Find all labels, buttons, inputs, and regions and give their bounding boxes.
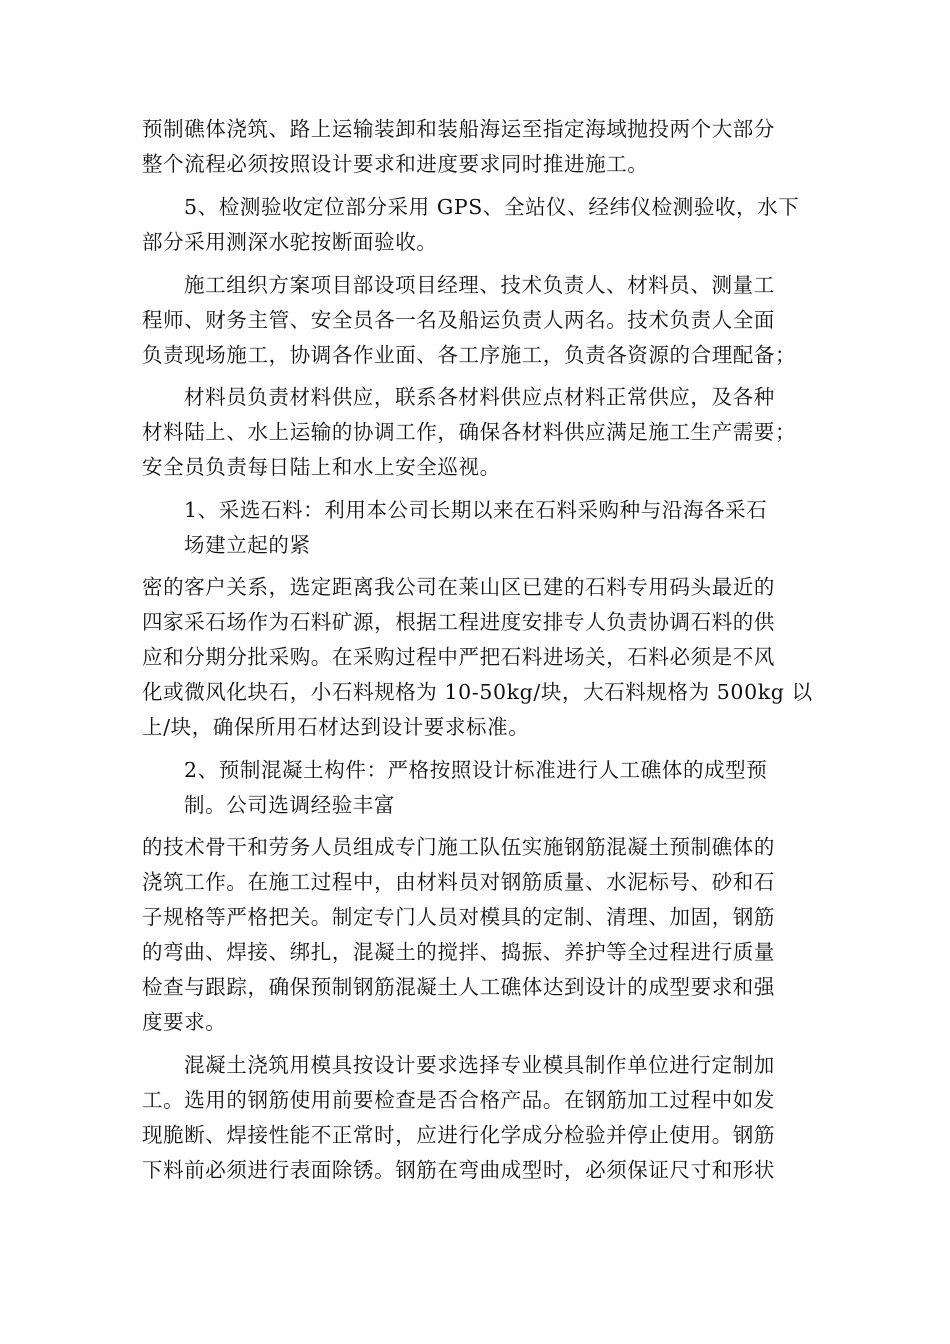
text-line-6: 程师、财务主管、安全员各一名及船运负责人两名。技术负责人全面: [142, 308, 775, 332]
text-line-2: 整个流程必须按照设计要求和进度要求同时推进施工。: [142, 152, 649, 176]
text-line-8: 材料员负责材料供应，联系各材料供应点材料正常供应，及各种: [184, 385, 775, 409]
text-line-4: 部分采用测深水驼按断面验收。: [142, 230, 438, 254]
text-line-10: 安全员负责每日陆上和水上安全巡视。: [142, 455, 501, 479]
text-line-9: 材料陆上、水上运输的协调工作，确保各材料供应满足施工生产需要；: [142, 420, 797, 444]
text-line-28: 现脆断、焊接性能不正常时，应进行化学成分检验并停止使用。钢筋: [142, 1123, 775, 1147]
text-line-3: 5、检测验收定位部分采用 GPS、全站仪、经纬仪检测验收，水下: [184, 195, 800, 219]
text-line-26: 混凝土浇筑用模具按设计要求选择专业模具制作单位进行定制加: [184, 1053, 775, 1077]
text-line-7: 负责现场施工，协调各作业面、各工序施工，负责各资源的合理配备；: [142, 343, 797, 367]
text-line-12: 场建立起的紧: [184, 533, 311, 557]
text-line-18: 2、预制混凝土构件：严格按照设计标准进行人工礁体的成型预: [184, 758, 768, 782]
text-line-13: 密的客户关系，选定距离我公司在莱山区已建的石料专用码头最近的: [142, 575, 775, 599]
text-line-1: 预制礁体浇筑、路上运输装卸和装船海运至指定海域抛投两个大部分: [142, 117, 775, 141]
text-line-20: 的技术骨干和劳务人员组成专门施工队伍实施钢筋混凝土预制礁体的: [142, 835, 775, 859]
text-line-5: 施工组织方案项目部设项目经理、技术负责人、材料员、测量工: [184, 273, 775, 297]
text-line-16: 化或微风化块石，小石料规格为 10-50kg/块，大石料规格为 500kg 以: [142, 680, 813, 704]
text-line-21: 浇筑工作。在施工过程中，由材料员对钢筋质量、水泥标号、砂和石: [142, 870, 775, 894]
text-line-23: 的弯曲、焊接、绑扎，混凝土的搅拌、捣振、养护等全过程进行质量: [142, 940, 775, 964]
text-line-24: 检查与跟踪，确保预制钢筋混凝土人工礁体达到设计的成型要求和强: [142, 975, 775, 999]
text-line-27: 工。选用的钢筋使用前要检查是否合格产品。在钢筋加工过程中如发: [142, 1088, 775, 1112]
text-line-15: 应和分期分批采购。在采购过程中严把石料进场关，石料必须是不风: [142, 645, 775, 669]
text-line-14: 四家采石场作为石料矿源，根据工程进度安排专人负责协调石料的供: [142, 610, 775, 634]
text-line-11: 1、采选石料：利用本公司长期以来在石料采购种与沿海各采石: [184, 498, 768, 522]
text-line-19: 制。公司选调经验丰富: [184, 793, 395, 817]
text-line-25: 度要求。: [142, 1010, 227, 1034]
text-line-29: 下料前必须进行表面除锈。钢筋在弯曲成型时，必须保证尺寸和形状: [142, 1158, 775, 1182]
text-line-17: 上/块，确保所用石材达到设计要求标准。: [142, 715, 530, 739]
text-line-22: 子规格等严格把关。制定专门人员对模具的定制、清理、加固，钢筋: [142, 905, 775, 929]
